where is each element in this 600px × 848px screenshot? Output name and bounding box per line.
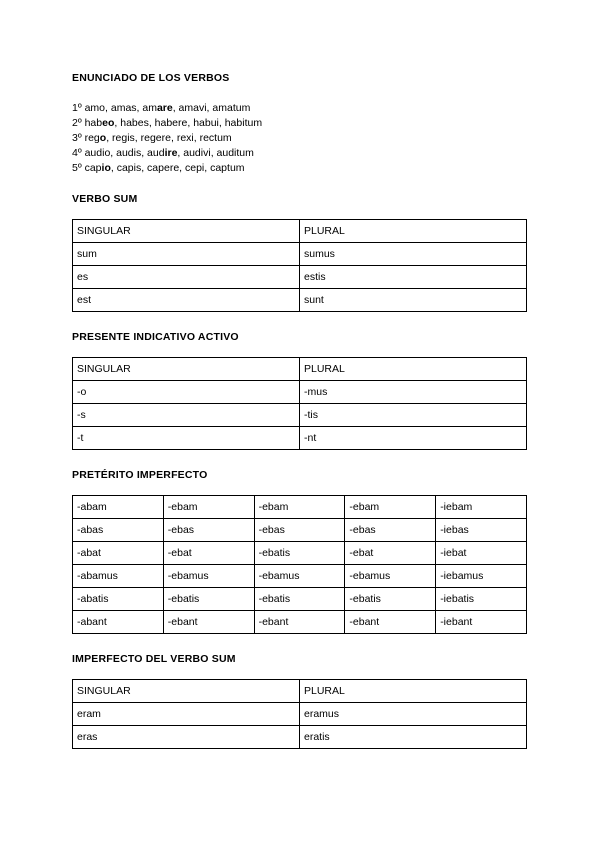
- table-row: [73, 496, 527, 519]
- conjugation-line-2: [72, 116, 527, 131]
- table-row: [73, 703, 527, 726]
- table-cell: -abant: [73, 611, 164, 634]
- conjugation-line-5: [72, 161, 527, 176]
- table-cell: -iebas: [436, 519, 527, 542]
- conjugation-ending: ire: [164, 147, 178, 159]
- conjugation-text: 5º cap: [72, 162, 102, 174]
- table-cell: -ebam: [254, 496, 345, 519]
- table-cell: -iebant: [436, 611, 527, 634]
- table-cell: -ebamus: [254, 565, 345, 588]
- table-cell: -ebas: [163, 519, 254, 542]
- document-content: [72, 72, 527, 768]
- table-cell: PLURAL: [300, 220, 527, 243]
- table-row: [73, 726, 527, 749]
- conjugation-text: 1º amo, amas, am: [72, 102, 157, 114]
- table-cell: -ebas: [345, 519, 436, 542]
- table-cell: -s: [73, 404, 300, 427]
- conjugation-line-1: [72, 101, 527, 116]
- table-cell: -iebatis: [436, 588, 527, 611]
- table-cell: -tis: [300, 404, 527, 427]
- table-row: [73, 565, 527, 588]
- table-cell: -mus: [300, 381, 527, 404]
- table-cell: PLURAL: [300, 680, 527, 703]
- table-cell: -ebamus: [345, 565, 436, 588]
- conjugation-text: , habes, habere, habui, habitum: [114, 117, 263, 129]
- table-row: [73, 220, 527, 243]
- conjugation-list: [72, 101, 527, 176]
- conjugation-ending: io: [101, 162, 111, 174]
- table-cell: -ebatis: [345, 588, 436, 611]
- table-row: [73, 588, 527, 611]
- table-row: [73, 243, 527, 266]
- table-cell: -ebant: [254, 611, 345, 634]
- table-cell: PLURAL: [300, 358, 527, 381]
- table-cell: -t: [73, 427, 300, 450]
- table-row: [73, 680, 527, 703]
- verbo-sum-table: [72, 219, 527, 312]
- table-cell: eram: [73, 703, 300, 726]
- table-row: [73, 542, 527, 565]
- table-cell: -iebam: [436, 496, 527, 519]
- table-cell: -ebam: [163, 496, 254, 519]
- conjugation-line-3: [72, 131, 527, 146]
- conjugation-text: 3º reg: [72, 132, 100, 144]
- conjugation-text: , audivi, auditum: [177, 147, 254, 159]
- table-row: [73, 358, 527, 381]
- table-cell: es: [73, 266, 300, 289]
- table-cell: sumus: [300, 243, 527, 266]
- page-title: ENUNCIADO DE LOS VERBOS: [72, 72, 230, 84]
- conjugation-text: , amavi, amatum: [172, 102, 251, 114]
- table-cell: -ebant: [345, 611, 436, 634]
- table-cell: eramus: [300, 703, 527, 726]
- table-cell: -ebatis: [254, 588, 345, 611]
- table-cell: -abamus: [73, 565, 164, 588]
- conjugation-text: 2º hab: [72, 117, 103, 129]
- conjugation-ending: are: [156, 102, 173, 114]
- table-cell: -abatis: [73, 588, 164, 611]
- table-cell: -ebat: [163, 542, 254, 565]
- table-cell: est: [73, 289, 300, 312]
- presente-table: [72, 357, 527, 450]
- table-cell: -ebam: [345, 496, 436, 519]
- table-cell: SINGULAR: [73, 358, 300, 381]
- table-cell: SINGULAR: [73, 220, 300, 243]
- table-row: [73, 381, 527, 404]
- conjugation-text: , regis, regere, rexi, rectum: [106, 132, 232, 144]
- table-cell: -iebat: [436, 542, 527, 565]
- table-cell: -abas: [73, 519, 164, 542]
- table-cell: sum: [73, 243, 300, 266]
- section-heading-imperfecto-sum: IMPERFECTO DEL VERBO SUM: [72, 653, 236, 665]
- table-row: [73, 611, 527, 634]
- conjugation-text: 4º audio, audis, aud: [72, 147, 165, 159]
- conjugation-ending: eo: [102, 117, 115, 129]
- table-cell: sunt: [300, 289, 527, 312]
- table-cell: -ebamus: [163, 565, 254, 588]
- preterito-table: [72, 495, 527, 634]
- table-cell: -ebatis: [163, 588, 254, 611]
- section-heading-presente: PRESENTE INDICATIVO ACTIVO: [72, 331, 239, 343]
- section-heading-verbo-sum: VERBO SUM: [72, 193, 138, 205]
- conjugation-text: , capis, capere, cepi, captum: [110, 162, 245, 174]
- table-cell: -abam: [73, 496, 164, 519]
- conjugation-line-4: [72, 146, 527, 161]
- table-cell: SINGULAR: [73, 680, 300, 703]
- table-row: [73, 266, 527, 289]
- table-cell: -iebamus: [436, 565, 527, 588]
- table-row: [73, 427, 527, 450]
- table-cell: -ebatis: [254, 542, 345, 565]
- table-cell: -nt: [300, 427, 527, 450]
- table-cell: -ebant: [163, 611, 254, 634]
- table-row: [73, 404, 527, 427]
- section-heading-preterito: PRETÉRITO IMPERFECTO: [72, 469, 208, 481]
- table-cell: -o: [73, 381, 300, 404]
- conjugation-ending: o: [99, 132, 107, 144]
- table-cell: -ebat: [345, 542, 436, 565]
- table-cell: -abat: [73, 542, 164, 565]
- table-cell: eras: [73, 726, 300, 749]
- table-cell: eratis: [300, 726, 527, 749]
- table-cell: -ebas: [254, 519, 345, 542]
- imperfecto-sum-table: [72, 679, 527, 749]
- table-cell: estis: [300, 266, 527, 289]
- table-row: [73, 519, 527, 542]
- table-row: [73, 289, 527, 312]
